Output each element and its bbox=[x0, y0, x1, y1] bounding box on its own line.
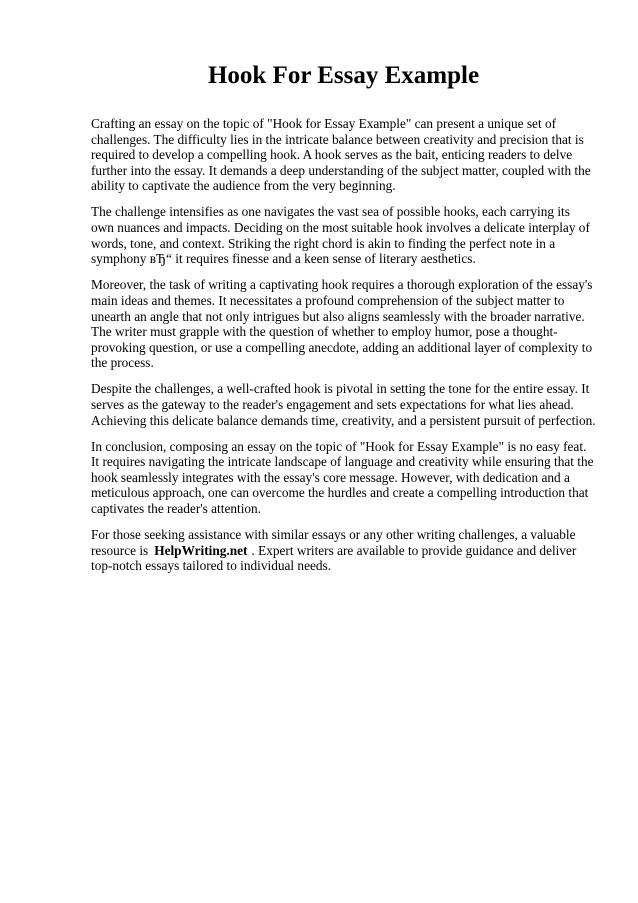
paragraph-2: The challenge intensifies as one navigates the vast sea of possible hooks, each carrying its own nuances and impacts. Deciding on the most suitable hook involves a delicate interplay of words, tone, and context. Striking the right chord is akin to finding the perfect note in a symphony вЂ“ it requires finesse and a keen sense of literary aesthetics. bbox=[91, 204, 590, 267]
paragraph-3: Moreover, the task of writing a captivating hook requires a thorough exploration of the essay's main ideas and themes. It necessitates a profound comprehension of the subject matter to unearth an angle that not only intrigues but also aligns seamlessly with the broader narrative. The writer must grapple with the question of whether to employ humor, pose a thought-provoking question, or use a compelling anecdote, adding an additional layer of complexity to the process. bbox=[91, 277, 593, 371]
paragraph-1: Crafting an essay on the topic of "Hook for Essay Example" can present a unique set of challenges. The difficulty lies in the intricate balance between creativity and precision that is required to develop a compelling hook. A hook serves as the bait, enticing readers to delve further into the essay. It demands a deep understanding of the subject matter, coupled with the ability to captivate the audience from the very beginning. bbox=[91, 116, 591, 194]
paragraph-5: In conclusion, composing an essay on the topic of "Hook for Essay Example" is no easy feat. It requires navigating the intricate landscape of language and creativity while ensuring that the hook seamlessly integrates with the essay's core message. However, with dedication and a meticulous approach, one can overcome the hurdles and create a compelling introduction that captivates the reader's attention. bbox=[91, 438, 594, 517]
paragraph-4: Despite the challenges, a well-crafted hook is pivotal in setting the tone for the entire essay. It serves as the gateway to the reader's engagement and sets expectations for what lies ahead. Achieving this delicate balance demands time, creativity, and a persistent pursuit of perfection. bbox=[91, 381, 596, 428]
helpwriting-link[interactable]: HelpWriting.net bbox=[154, 542, 248, 558]
paragraph-6-outro: . Expert writers are available to provide guidance and deliver top-notch essays tailored to individual needs. bbox=[91, 542, 577, 574]
paragraph-6 bbox=[91, 527, 596, 574]
document-page bbox=[91, 58, 596, 584]
paragraph-6-intro: For those seeking assistance with similar essays or any other writing challenges, a valuable resource is bbox=[91, 527, 576, 558]
document-title: Hook For Essay Example bbox=[207, 62, 480, 89]
